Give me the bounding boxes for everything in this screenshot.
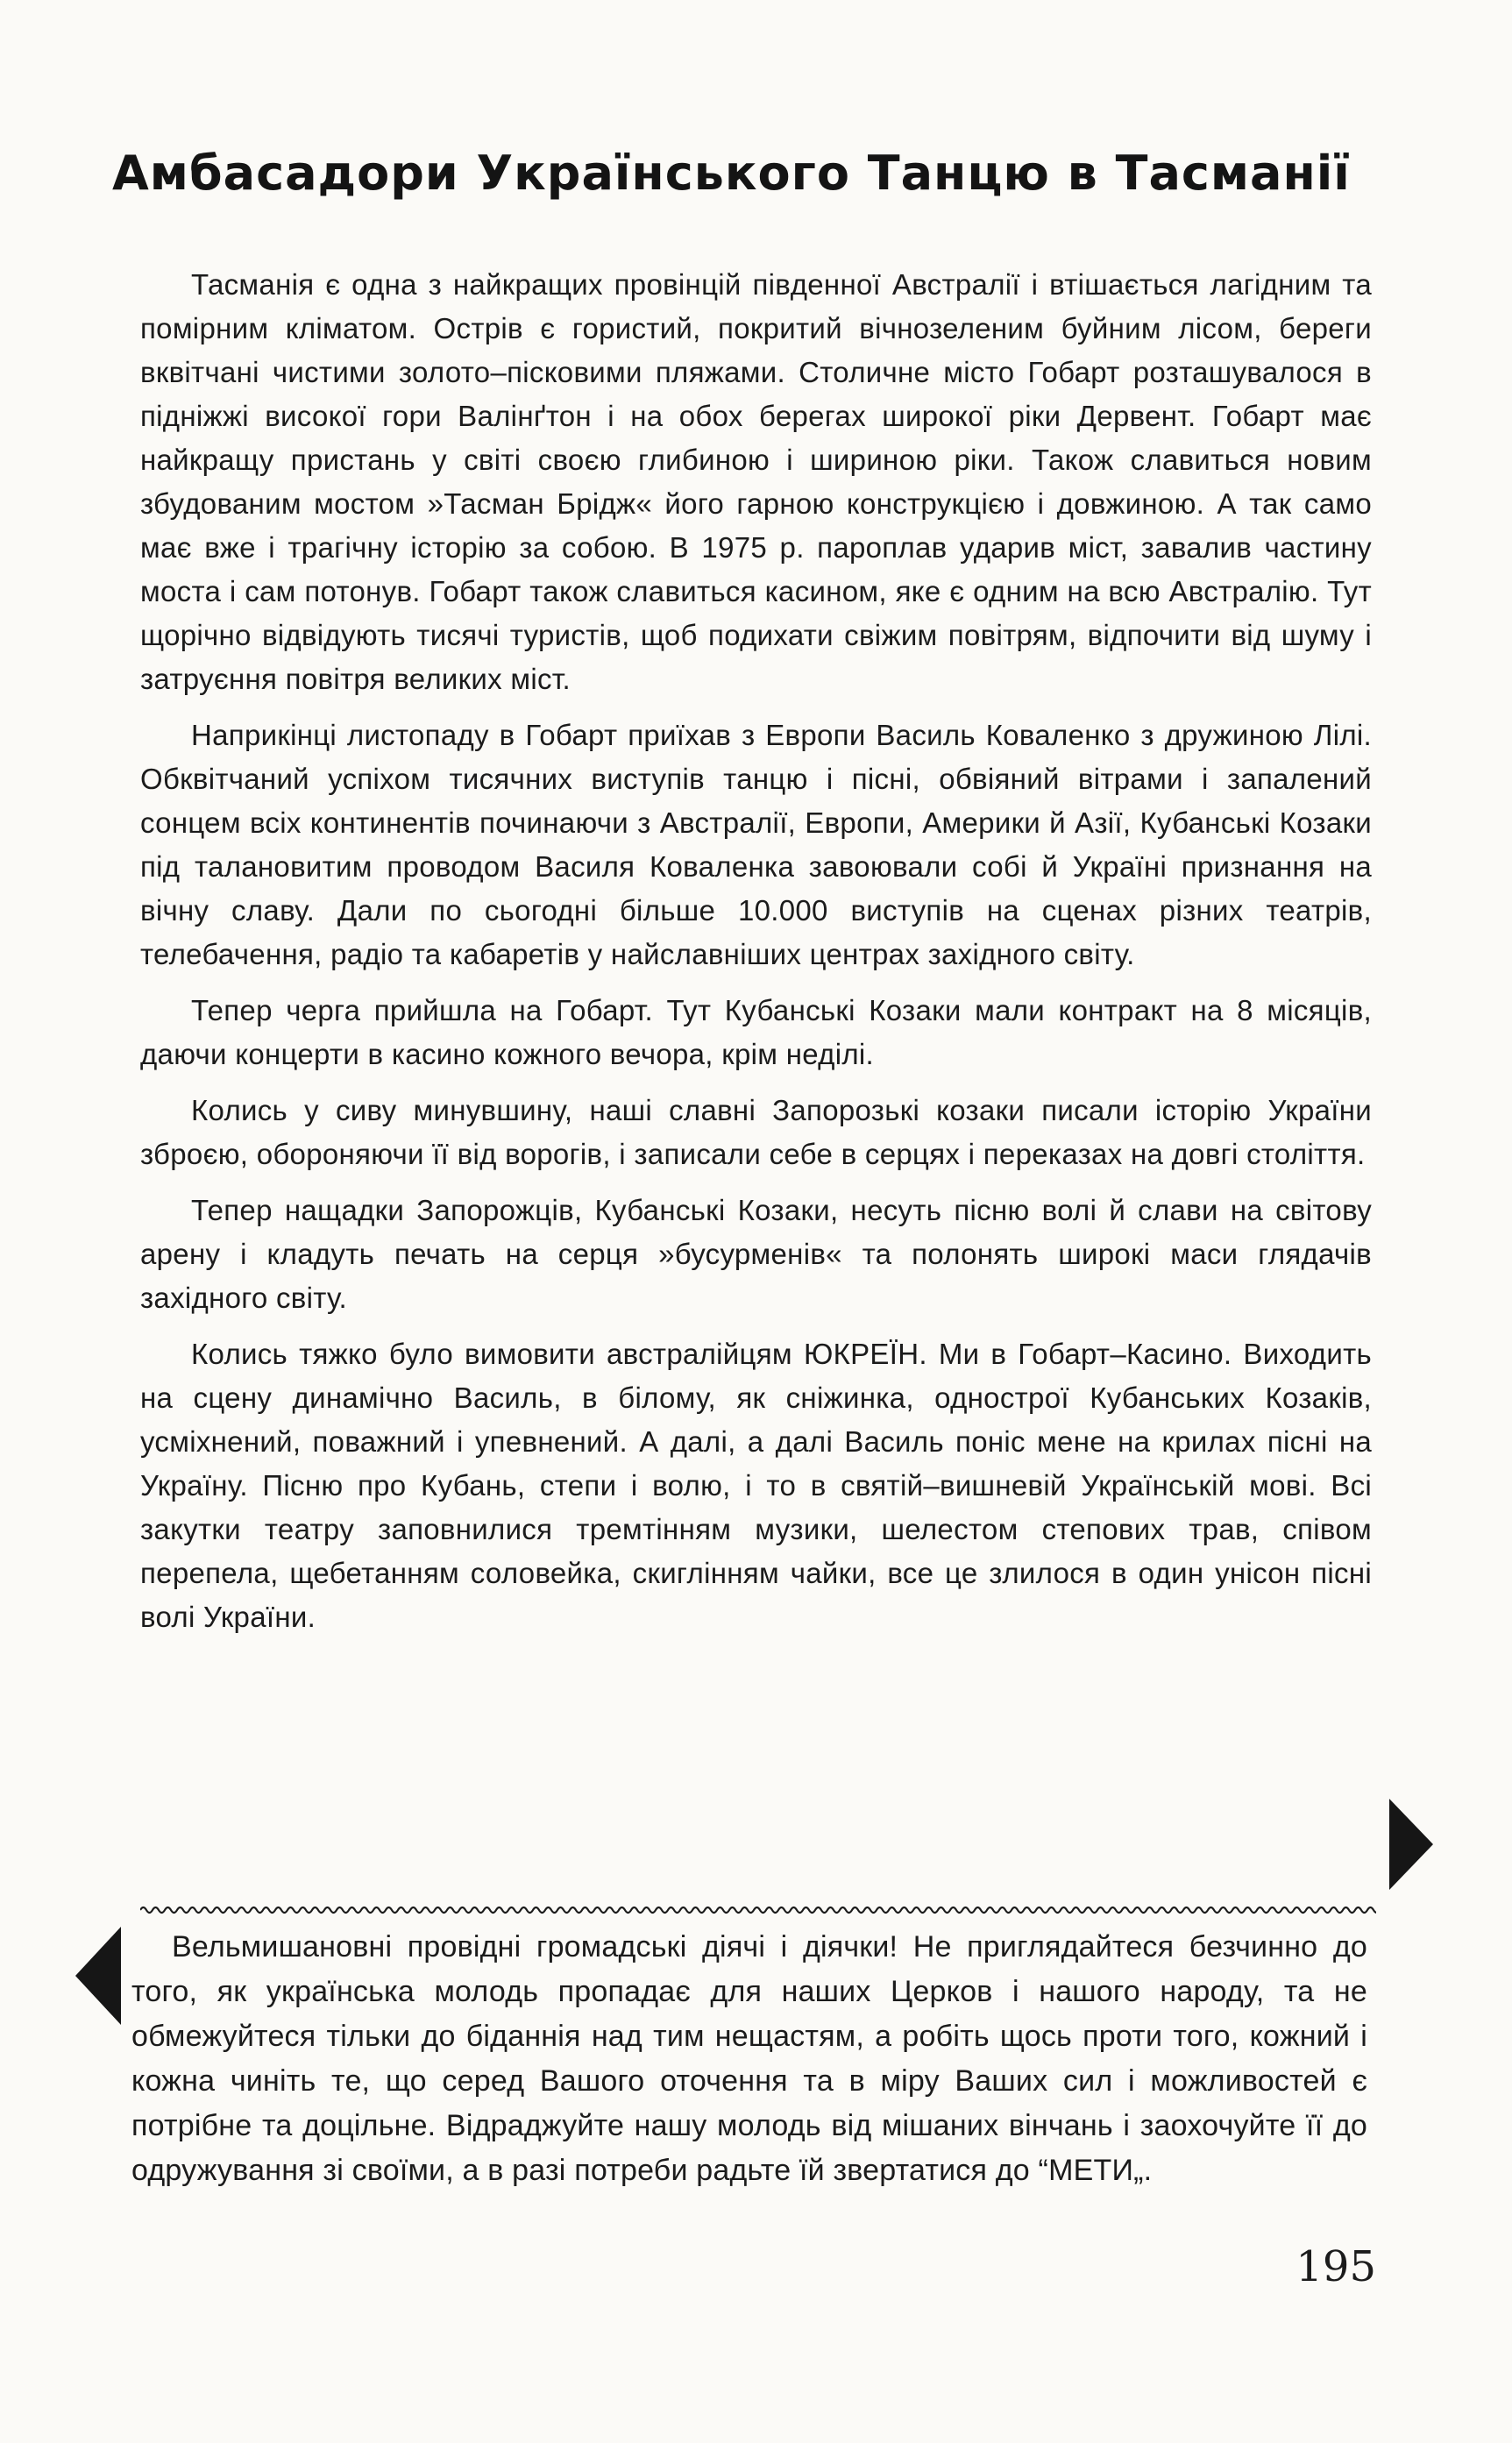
paragraph-hobart-turn: Тепер черга прийшла на Гобарт. Тут Кубанські Козаки мали контракт на 8 місяців, даючи концерти в касино кожного вечора, крім неділі. [140,994,1372,1070]
paragraph-casino: Колись тяжко було вимовити австралійцям ЮКРЕЇН. Ми в Гобарт–Касино. Виходить на сцену динамічно Василь, в білому, як сніжинка, однострої Кубанських Козаків, усміхнений, поважний і упевнений. А далі, а далі Василь поніс мене на крилах пісні на Україну. Пісню про Кубань, степи і волю, і то в святій–вишневій Українській мові. Всі закутки театру заповнилися тремтінням музики, шелестом степових трав, співом перепела, щебетанням соловейка, скиглінням чайки, все це злилося в один унісон пісні волі України. [140,1338,1372,1633]
left-pointer-icon [75,1927,121,2025]
appeal-notice [131,1925,1367,2193]
paragraph-descendants: Тепер нащадки Запорожців, Кубанські Козаки, несуть пісню волі й слави на світову арену і кладуть печать на серця »бусурменів« та полонять широкі маси глядачів західного світу. [140,1194,1372,1314]
article-title: Амбасадори Українського Танцю в Тасманії [112,146,1351,201]
paragraph-zaporozhian: Колись у сиву минувшину, наші славні Запорозькі козаки писали історію України зброєю, обороняючи її від ворогів, і записали себе в серцях і переказах на довгі століття. [140,1094,1372,1170]
right-pointer-icon [1389,1799,1433,1890]
appeal-notice-text: Вельмишановні провідні громадські діячі і діячки! Не приглядайтеся безчинно до того, як українська молодь пропадає для наших Церков і нашого народу, та не обмежуйтеся тільки до біданнія над тим нещастям, а робіть щось проти того, кожний і кожна чиніть те, що серед Вашого оточення та в міру Ваших сил і можливостей є потрібне та доцільне. Відраджуйте нашу молодь від мішаних вінчань і заохочуйте її до одружування зі своїми, а в разі потреби радьте їй звертатися до “МЕТИ„. [131,1930,1367,2187]
page-number: 195 [1295,2242,1376,2291]
article-body [140,263,1372,1651]
wavy-divider [140,1904,1376,1916]
paragraph-arrival: Наприкінці листопаду в Гобарт приїхав з Европи Василь Коваленко з дружиною Лілі. Обквітчаний успіхом тисячних виступів танцю і пісні, обвіяний вітрами і запалений сонцем всіх континентів починаючи з Австралії, Европи, Америки й Азії, Кубанські Козаки під талановитим проводом Василя Коваленка завоювали собі й Україні признання на вічну славу. Дали по сьогодні більше 10.000 виступів на сценах різних театрів, телебачення, радіо та кабаретів у найславніших центрах західного світу. [140,719,1372,970]
paragraph-tasmania: Тасманія є одна з найкращих провінцій південної Австралії і втішається лагідним та поміpним кліматом. Острів є гористий, покритий вічнозеленим буйним лісом, береги вквітчані чистими золото–пісковими пляжами. Столичне місто Гобарт розташувалося в підніжжі високої гори Валінґтон і на обох берегах широкої ріки Дервент. Гобарт має найкращу пристань у світі своєю глибиною і шириною ріки. Також славиться новим збудованим мостом »Тасман Брідж« його гарною конструкцією і довжиною. А так само має вже і трагічну історію за собою. В 1975 р. пароплав ударив міст, завалив частину моста і сам потонув. Гобарт також славиться касином, яке є одним на всю Австралію. Тут щорічно відвідують тисячі туристів, щоб подихати свіжим повітрям, відпочити від шуму і затруєння повітря великих міст. [140,268,1372,695]
